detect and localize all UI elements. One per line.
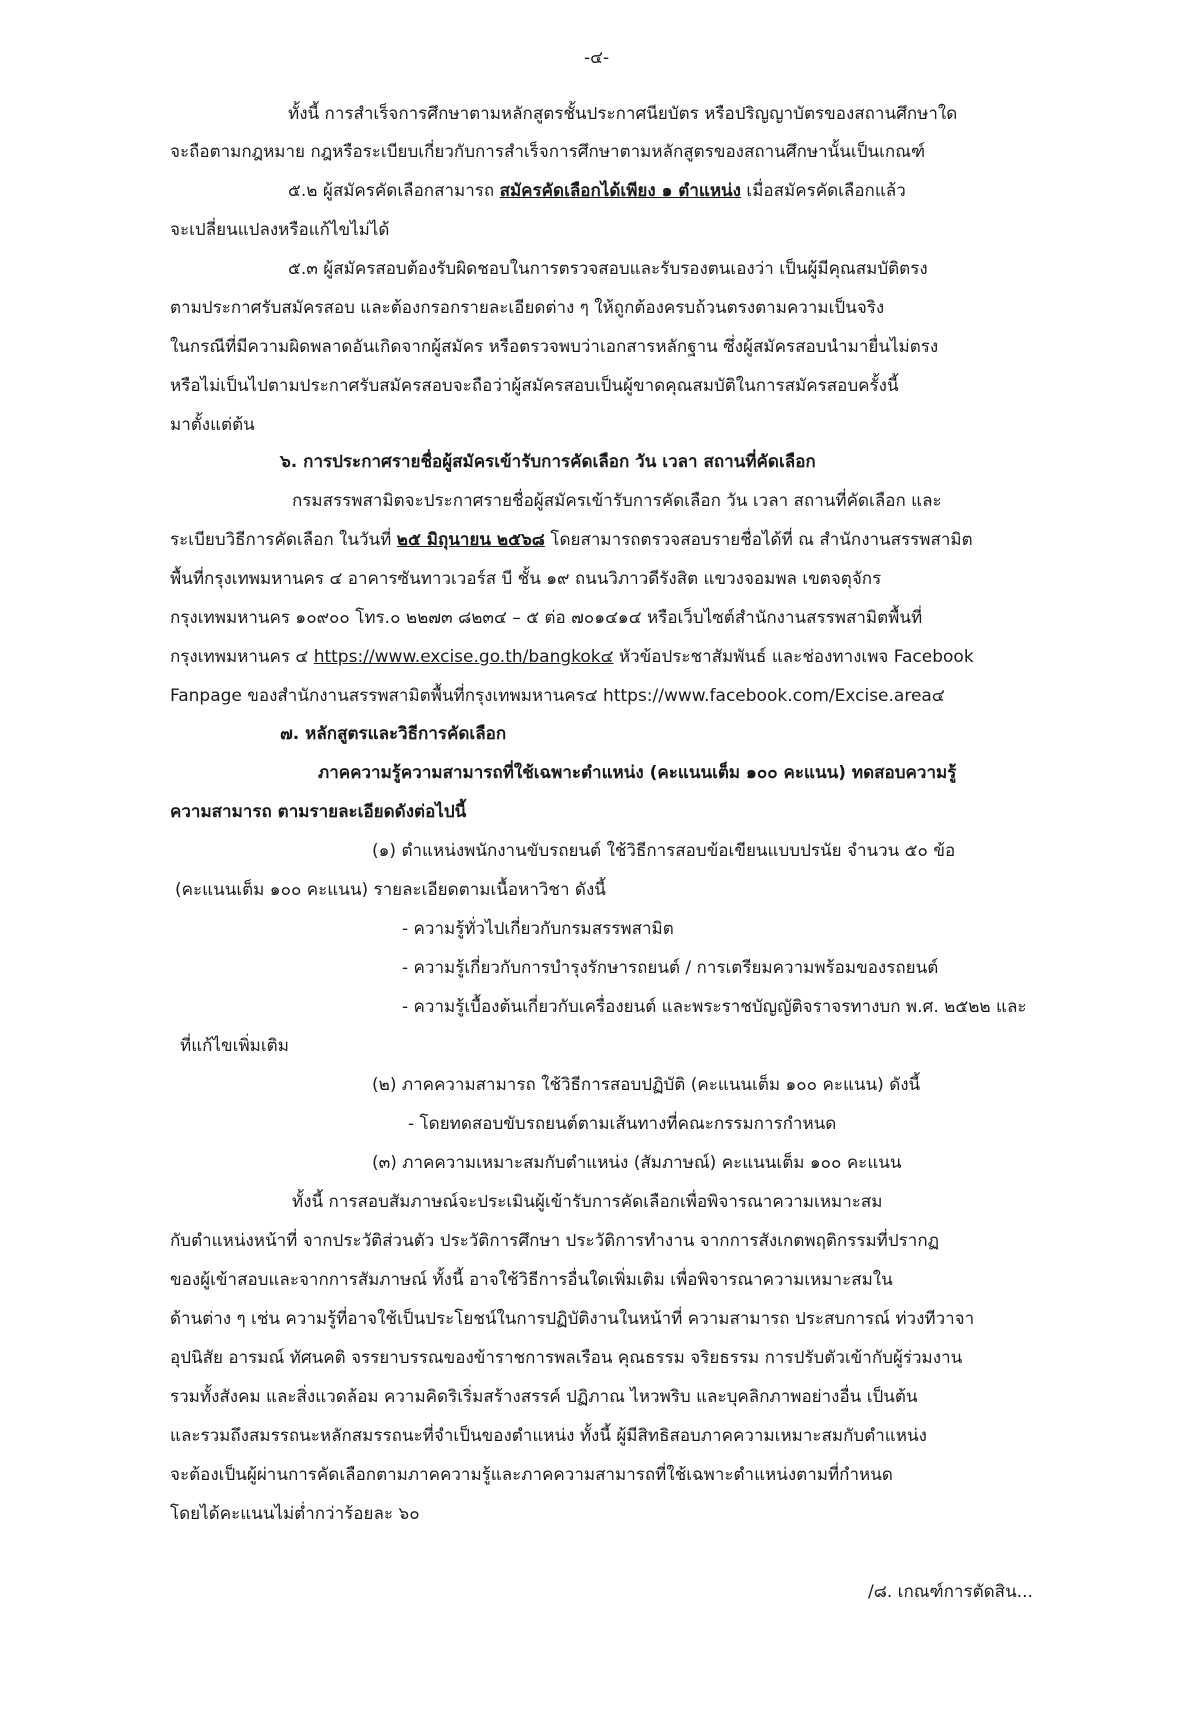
interview-line-8: จะต้องเป็นผู้ผ่านการคัดเลือกตามภาคความรู้และภาคความสามารถที่ใช้เฉพาะตำแหน่งตามที่กำหนด xyxy=(170,1465,893,1485)
item-5-2-line-2: จะเปลี่ยนแปลงหรือแก้ไขไม่ได้ xyxy=(170,220,390,240)
part-1-bullet-3-cont: ที่แก้ไขเพิ่มเติม xyxy=(180,1036,289,1056)
item-5-2-emphasis: สมัครคัดเลือกได้เพียง ๑ ตำแหน่ง xyxy=(499,181,741,201)
section-6-line-2 xyxy=(170,528,973,552)
part-1-bullet-2: - ความรู้เกี่ยวกับการบำรุงรักษารถยนต์ / การเตรียมความพร้อมของรถยนต์ xyxy=(402,958,939,978)
website-link[interactable]: https://www.excise.go.th/bangkok๔ xyxy=(313,647,614,667)
section-7-sub-line-2: ความสามารถ ตามรายละเอียดดังต่อไปนี้ xyxy=(170,802,467,822)
part-2-bullet: - โดยทดสอบขับรถยนต์ตามเส้นทางที่คณะกรรมการกำหนด xyxy=(408,1114,837,1134)
interview-line-7: และรวมถึงสมรรถนะหลักสมรรถนะที่จำเป็นของตำแหน่ง ทั้งนี้ ผู้มีสิทธิสอบภาคความเหมาะสมกับตำแหน่ง xyxy=(170,1426,927,1446)
part-1-line-1: (๑) ตำแหน่งพนักงานขับรถยนต์ ใช้วิธีการสอบข้อเขียนแบบปรนัย จำนวน ๕๐ ข้อ xyxy=(372,841,956,861)
intro-line-1: ทั้งนี้ การสำเร็จการศึกษาตามหลักสูตรชั้นประกาศนียบัตร หรือปริญญาบัตรของสถานศึกษาใด xyxy=(288,104,958,124)
item-5-2-prefix: ๕.๒ ผู้สมัครคัดเลือกสามารถ xyxy=(288,181,500,201)
announcement-date: ๒๕ มิถุนายน ๒๕๖๘ xyxy=(396,530,545,550)
item-5-3-line-1: ๕.๓ ผู้สมัครสอบต้องรับผิดชอบในการตรวจสอบและรับรองตนเองว่า เป็นผู้มีคุณสมบัติตรง xyxy=(288,259,928,279)
interview-line-6: รวมทั้งสังคม และสิ่งแวดล้อม ความคิดริเริ่มสร้างสรรค์ ปฏิภาณ ไหวพริบ และบุคลิกภาพอย่างอื่น เป็นต้น xyxy=(170,1387,918,1407)
section-6-line-3: พื้นที่กรุงเทพมหานคร ๔ อาคารซันทาวเวอร์ส บี ชั้น ๑๙ ถนนวิภาวดีรังสิต แขวงจอมพล เขตจตุจักร xyxy=(170,569,882,589)
interview-line-2: กับตำแหน่งหน้าที่ จากประวัติส่วนตัว ประวัติการศึกษา ประวัติการทำงาน จากการสังเกตพฤติกรรมที่ปรากฏ xyxy=(170,1231,940,1251)
part-3-line: (๓) ภาคความเหมาะสมกับตำแหน่ง (สัมภาษณ์) คะแนนเต็ม ๑๐๐ คะแนน xyxy=(372,1153,902,1173)
section-6-line-5 xyxy=(170,645,974,669)
item-5-3-line-4: หรือไม่เป็นไปตามประกาศรับสมัครสอบจะถือว่าผู้สมัครสอบเป็นผู้ขาดคุณสมบัติในการสมัครสอบครั้งนี้ xyxy=(170,376,899,396)
intro-line-2: จะถือตามกฎหมาย กฎหรือระเบียบเกี่ยวกับการสำเร็จการศึกษาตามหลักสูตรของสถานศึกษานั้นเป็นเกณฑ์ xyxy=(170,142,926,162)
section-6-heading: ๖. การประกาศรายชื่อผู้สมัครเข้ารับการคัดเลือก วัน เวลา สถานที่คัดเลือก xyxy=(280,452,816,472)
item-5-2-suffix: เมื่อสมัครคัดเลือกแล้ว xyxy=(740,181,906,201)
continuation-note: /๘. เกณฑ์การตัดสิน... xyxy=(868,1582,1033,1602)
interview-line-1: ทั้งนี้ การสอบสัมภาษณ์จะประเมินผู้เข้ารับการคัดเลือกเพื่อพิจารณาความเหมาะสม xyxy=(292,1192,883,1212)
part-1-bullet-3: - ความรู้เบื้องต้นเกี่ยวกับเครื่องยนต์ และพระราชบัญญัติจราจรทางบก พ.ศ. ๒๕๒๒ และ xyxy=(402,997,1027,1017)
interview-line-4: ด้านต่าง ๆ เช่น ความรู้ที่อาจใช้เป็นประโยชน์ในการปฏิบัติงานในหน้าที่ ความสามารถ ประสบการณ์ ท่วงทีวาจา xyxy=(170,1309,975,1329)
part-1-line-2: (คะแนนเต็ม ๑๐๐ คะแนน) รายละเอียดตามเนื้อหาวิชา ดังนี้ xyxy=(175,880,606,900)
part-1-bullet-1: - ความรู้ทั่วไปเกี่ยวกับกรมสรรพสามิต xyxy=(402,919,674,939)
section-6-line-4: กรุงเทพมหานคร ๑๐๙๐๐ โทร.๐ ๒๒๗๓ ๘๒๓๔ – ๕ ต่อ ๗๐๑๔๑๔ หรือเว็บไซต์สำนักงานสรรพสามิตพื้นที่ xyxy=(170,608,923,628)
section-7-sub-line-1: ภาคความรู้ความสามารถที่ใช้เฉพาะตำแหน่ง (คะแนนเต็ม ๑๐๐ คะแนน) ทดสอบความรู้ xyxy=(318,763,957,783)
page-number: -๔- xyxy=(584,48,610,68)
section-6-line-5-prefix: กรุงเทพมหานคร ๔ xyxy=(170,647,314,667)
part-2-line: (๒) ภาคความสามารถ ใช้วิธีการสอบปฏิบัติ (คะแนนเต็ม ๑๐๐ คะแนน) ดังนี้ xyxy=(372,1075,921,1095)
section-6-line-5-suffix: หัวข้อประชาสัมพันธ์ และช่องทางเพจ Facebook xyxy=(613,647,974,667)
item-5-3-line-3: ในกรณีที่มีความผิดพลาดอันเกิดจากผู้สมัคร หรือตรวจพบว่าเอกสารหลักฐาน ซึ่งผู้สมัครสอบนำมายื่นไม่ตรง xyxy=(170,337,939,357)
item-5-2-line-1 xyxy=(288,179,906,203)
interview-line-5: อุปนิสัย อารมณ์ ทัศนคติ จรรยาบรรณของข้าราชการพลเรือน คุณธรรม จริยธรรม การปรับตัวเข้ากับผู้ร่วมงาน xyxy=(170,1348,963,1368)
item-5-3-line-5: มาตั้งแต่ต้น xyxy=(170,415,255,435)
interview-line-9: โดยได้คะแนนไม่ต่ำกว่าร้อยละ ๖๐ xyxy=(170,1504,420,1524)
item-5-3-line-2: ตามประกาศรับสมัครสอบ และต้องกรอกรายละเอียดต่าง ๆ ให้ถูกต้องครบถ้วนตรงตามความเป็นจริง xyxy=(170,298,885,318)
section-6-line-1: กรมสรรพสามิตจะประกาศรายชื่อผู้สมัครเข้ารับการคัดเลือก วัน เวลา สถานที่คัดเลือก และ xyxy=(292,491,942,511)
interview-line-3: ของผู้เข้าสอบและจากการสัมภาษณ์ ทั้งนี้ อาจใช้วิธีการอื่นใดเพิ่มเติม เพื่อพิจารณาความเหมาะสมใน xyxy=(170,1270,893,1290)
section-6-line-6: Fanpage ของสำนักงานสรรพสามิตพื้นที่กรุงเทพมหานคร๔ https://www.facebook.com/Excise.area๔ xyxy=(170,686,945,706)
section-7-heading: ๗. หลักสูตรและวิธีการคัดเลือก xyxy=(280,724,507,744)
section-6-line-2-prefix: ระเบียบวิธีการคัดเลือก ในวันที่ xyxy=(170,530,397,550)
section-6-line-2-suffix: โดยสามารถตรวจสอบรายชื่อได้ที่ ณ สำนักงานสรรพสามิต xyxy=(544,530,973,550)
